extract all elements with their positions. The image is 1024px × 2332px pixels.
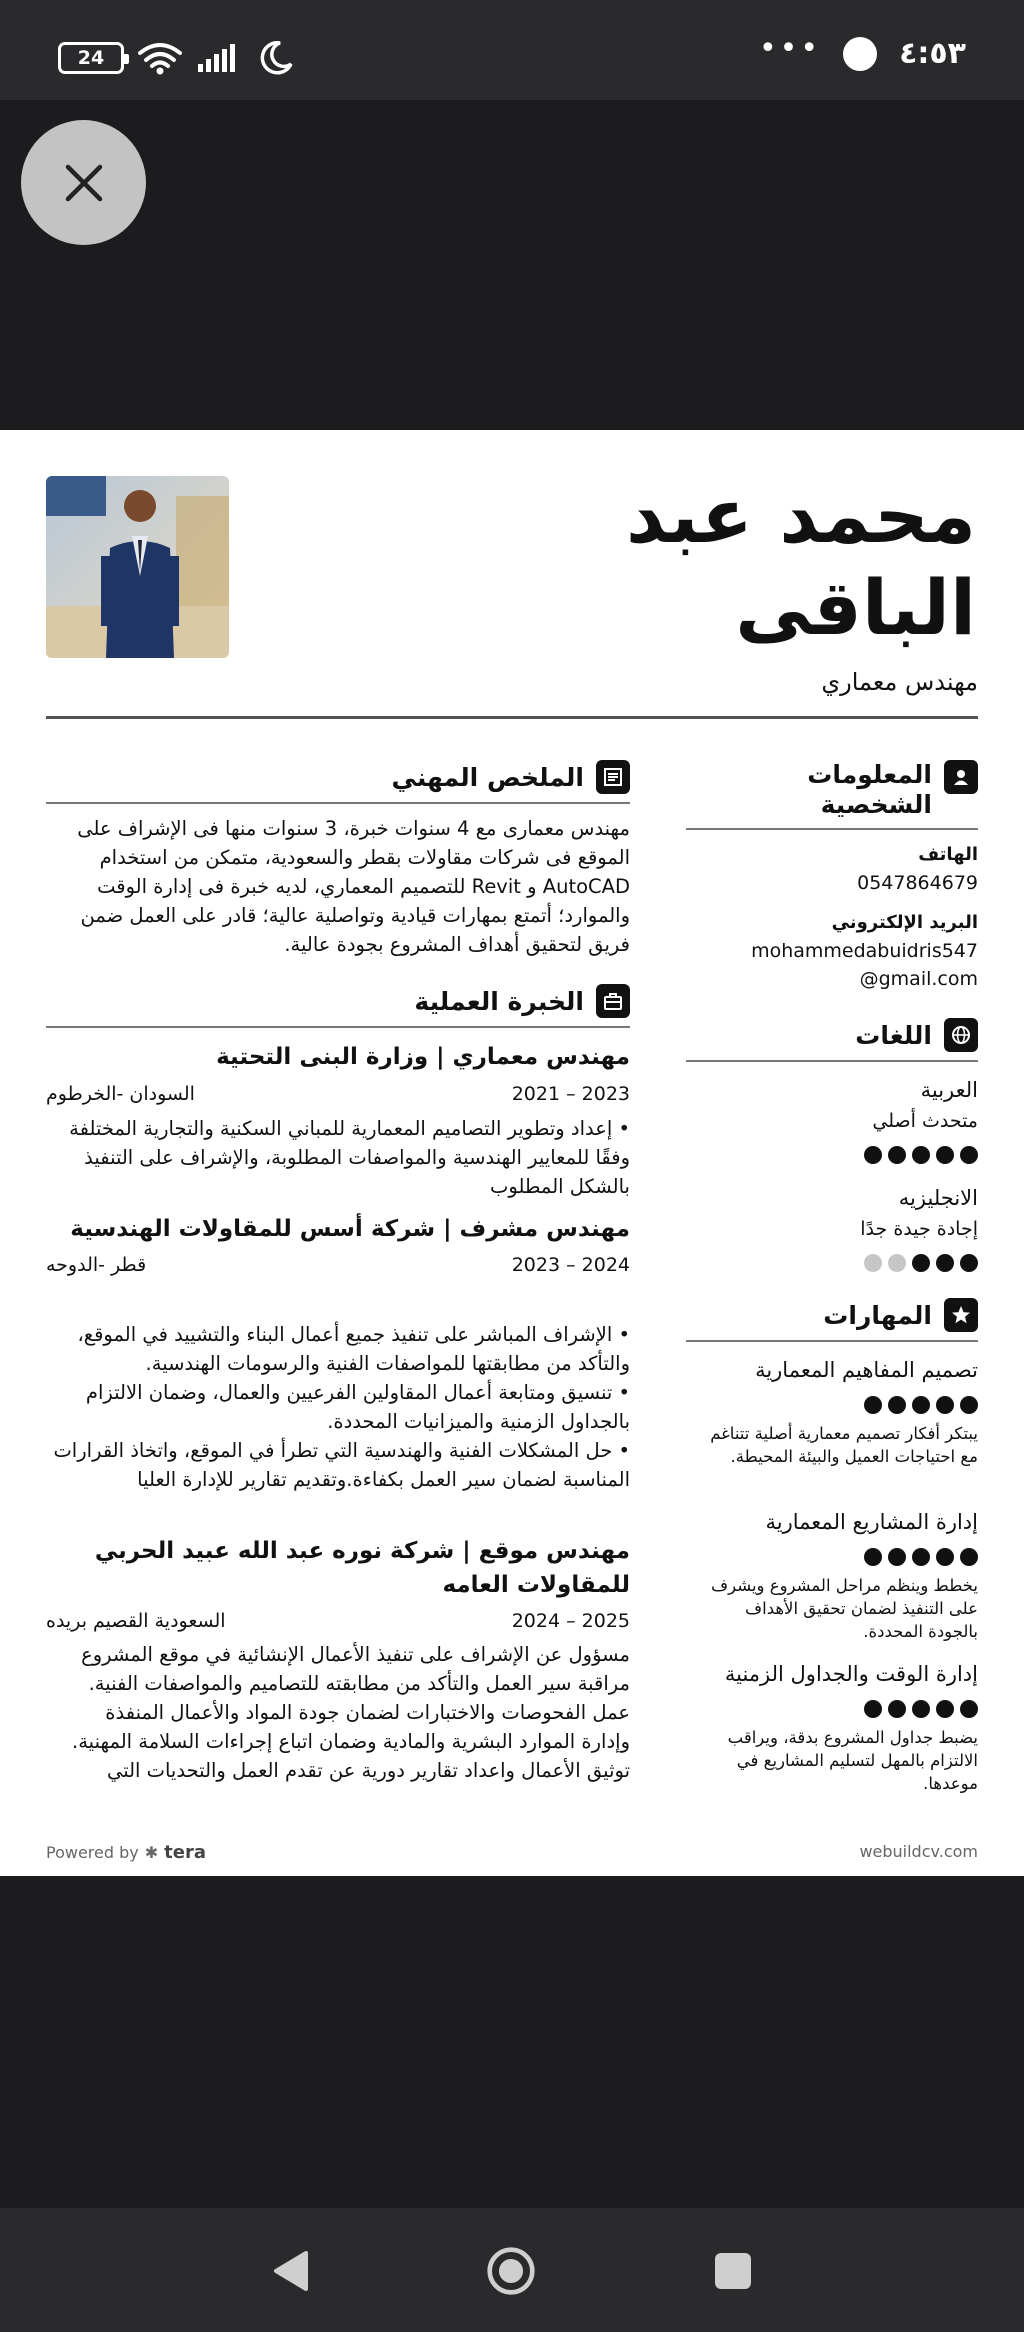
summary-divider [46, 802, 630, 804]
more-notifications-icon: ••• [758, 30, 822, 66]
summary-text: مهندس معمارى مع 4 سنوات خبرة، 3 سنوات منها فى الإشراف على الموقع فى شركات مقاولات بقطر والسعودية، متمكن من استخدام AutoCAD و Revit للتصميم المعماري، لديه خبرة فى إدارة الوقت والموارد؛ أتمتع بمهارات قيادية وتواصلية عالية؛ قادر على العمل ضمن فريق لتحقيق أهداف المشروع بجودة عالية. [77, 817, 630, 956]
document-icon [596, 760, 630, 794]
languages-section-title: اللغات [855, 1018, 978, 1052]
languages-divider [686, 1060, 978, 1062]
personal-section-title: المعلومات الشخصية [782, 760, 978, 820]
battery-icon [58, 42, 124, 74]
skill-rating [864, 1396, 978, 1414]
skill-name: تصميم المفاهيم المعمارية [755, 1358, 978, 1382]
language-level: إجادة جيدة جدًا [860, 1218, 978, 1240]
notification-dot-icon [843, 37, 877, 71]
globe-icon [944, 1018, 978, 1052]
skill-rating [864, 1700, 978, 1718]
skills-divider [686, 1340, 978, 1342]
close-icon [64, 163, 104, 203]
moon-icon [254, 40, 298, 76]
back-triangle-icon [270, 2249, 310, 2293]
language-rating [864, 1254, 978, 1272]
job-dates: 2023 – 2024 [511, 1254, 630, 1276]
job-title: مهندس معماري | وزارة البنى التحتية [216, 1044, 630, 1070]
recents-square-icon [713, 2251, 753, 2291]
navigation-bar [0, 2208, 1024, 2332]
wifi-icon [138, 40, 182, 76]
home-circle-icon [486, 2244, 536, 2298]
person-icon [944, 760, 978, 794]
language-rating [864, 1146, 978, 1164]
summary-section-title: الملخص المهني [392, 760, 630, 794]
home-button[interactable] [486, 2246, 536, 2296]
email-value-line1: mohammedabuidris547 [751, 940, 978, 962]
header-divider [46, 716, 978, 719]
experience-divider [46, 1026, 630, 1028]
job-title: مهندس موقع | شركة نوره عبد الله عبيد الحربي للمقاولات العامه [94, 1538, 630, 1598]
personal-divider [686, 828, 978, 830]
job-description: • الإشراف المباشر على تنفيذ جميع أعمال البناء والتشييد في الموقع، والتأكد من مطابقتها للمواصفات الفنية والرسومات الهندسية. • تنسيق ومتابعة أعمال المقاولين الفرعيين والعمال، وضمان الالتزام بالجداول الزمنية والميزانيات المحددة. • حل المشكلات الفنية والهندسية التي تطرأ في الموقع، واتخاذ القرارات المناسبة لضمان سير العمل بكفاءة.وتقديم تقارير للإدارة العليا [53, 1323, 630, 1491]
skill-name: إدارة الوقت والجداول الزمنية [724, 1662, 978, 1686]
job-dates: 2024 – 2025 [511, 1610, 630, 1632]
job-location: السعودية القصيم بريده [46, 1610, 226, 1632]
email-label: البريد الإلكتروني [831, 912, 978, 933]
resume-subtitle: مهندس معماري [821, 668, 978, 696]
resume-document [0, 430, 1024, 1876]
job-description: • إعداد وتطوير التصاميم المعمارية للمباني السكنية والتجارية المختلفة وفقًا للمعايير الهندسية والمواصفات المطلوبة، والإشراف على التنفيذ بالشكل المطلوب [69, 1117, 630, 1198]
language-level: متحدث أصلي [872, 1110, 978, 1132]
language-name: العربية [920, 1078, 978, 1102]
phone-value: 0547864679 [857, 872, 978, 894]
brand-name: tera [164, 1842, 206, 1863]
skill-name: إدارة المشاريع المعمارية [765, 1510, 978, 1534]
phone-label: الهاتف [918, 844, 978, 865]
close-button[interactable] [21, 120, 146, 245]
back-button[interactable] [265, 2246, 315, 2296]
job-title: مهندس مشرف | شركة أسس للمقاولات الهندسية [70, 1216, 630, 1242]
star-icon [944, 1298, 978, 1332]
recents-button[interactable] [708, 2246, 758, 2296]
signal-icon [196, 40, 240, 76]
job-description: مسؤول عن الإشراف على تنفيذ الأعمال الإنشائية في موقع المشروع مراقبة سير العمل والتأكد من مطابقته للتصاميم والمواصفات الفنية. عمل الفحوصات والاختبارات لضمان جودة المواد والأعمال المنفذة وإدارة الموارد البشرية والمادية وضمان اتباع إجراءات السلامة المهنية. توثيق الأعمال واعداد تقارير دورية عن تقدم العمل والتحديات التي [72, 1643, 630, 1782]
job-location: السودان -الخرطوم [46, 1083, 195, 1105]
experience-section-title: الخبرة العملية [414, 984, 630, 1018]
clock: ٤:٥٣ [899, 36, 966, 71]
job-dates: 2021 – 2023 [511, 1083, 630, 1105]
job-location: قطر -الدوحه [46, 1254, 147, 1276]
battery-level: 24 [77, 47, 105, 69]
powered-by[interactable]: Powered by ✱ tera [46, 1842, 206, 1863]
briefcase-icon [596, 984, 630, 1018]
profile-photo [46, 476, 229, 658]
email-value-line2: @gmail.com [859, 968, 978, 990]
language-name: الانجليزيه [898, 1186, 978, 1210]
tera-logo-icon: ✱ [144, 1843, 159, 1862]
resume-name: محمد عبد الباقى [626, 471, 976, 652]
skill-description: يخطط وينظم مراحل المشروع ويشرف على التنفيذ لضمان تحقيق الأهداف بالجودة المحددة. [711, 1576, 978, 1641]
status-bar [0, 0, 1024, 100]
site-link[interactable]: webuildcv.com [859, 1842, 978, 1861]
skill-description: يضبط جداول المشروع بدقة، ويراقب الالتزام بالمهل لتسليم المشاريع في موعدها. [727, 1728, 978, 1793]
skills-section-title: المهارات [823, 1298, 978, 1332]
skill-description: يبتكر أفكار تصميم معمارية أصلية تتناغم مع احتياجات العميل والبيئة المحيطة. [710, 1424, 978, 1466]
skill-rating [864, 1548, 978, 1566]
